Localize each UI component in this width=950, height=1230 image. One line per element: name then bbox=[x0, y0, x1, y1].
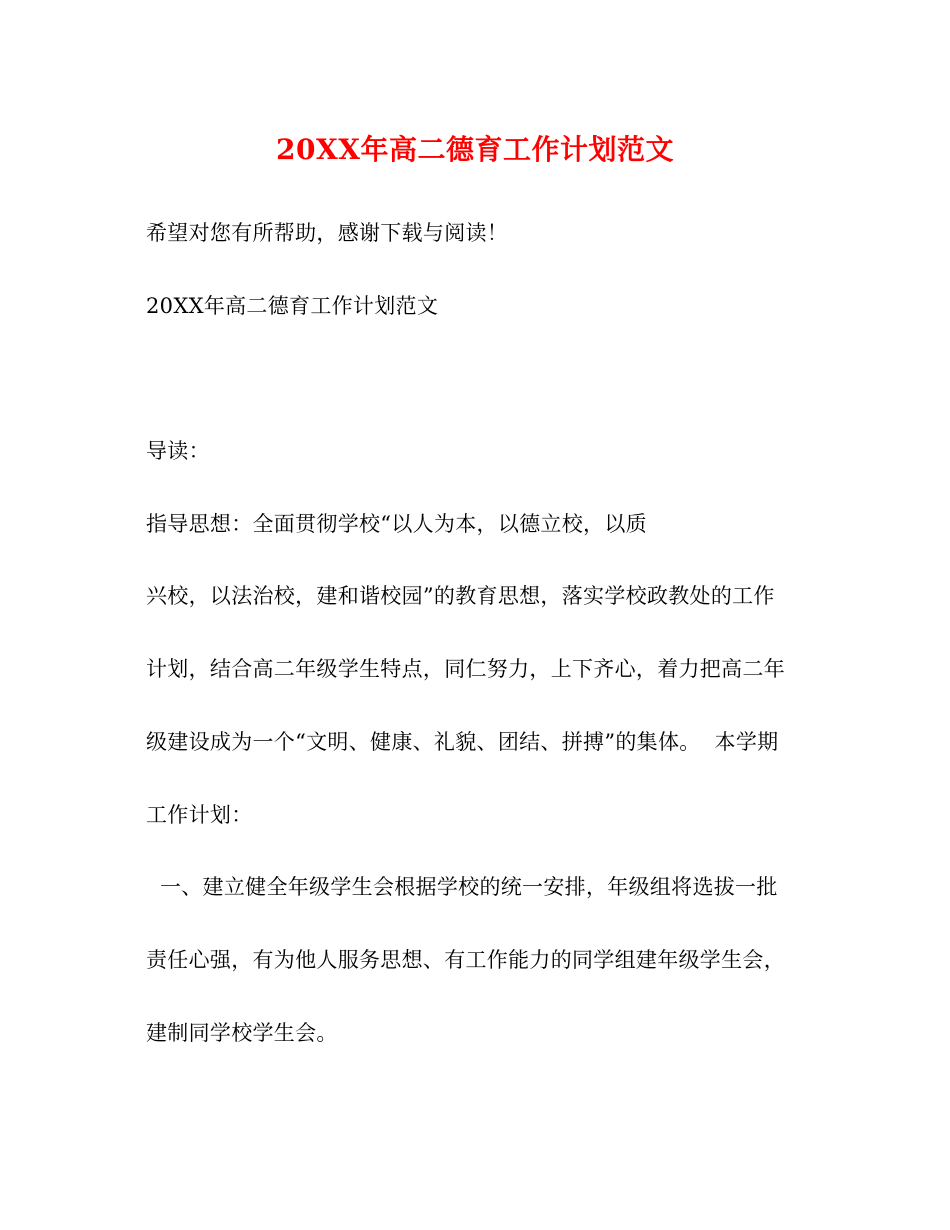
body-line: 指导思想：全面贯彻学校“以人为本，以德立校，以质 bbox=[146, 512, 647, 536]
body-line: 兴校，以法治校，建和谐校园”的教育思想，落实学校政教处的工作 bbox=[146, 584, 775, 608]
body-line: 级建设成为一个“文明、健康、礼貌、团结、拼搏”的集体。 本学期 bbox=[146, 730, 779, 754]
body-line: 计划，结合高二年级学生特点，同仁努力，上下齐心，着力把高二年 bbox=[146, 657, 785, 681]
guide-label: 导读： bbox=[146, 439, 210, 463]
body-line: 工作计划： bbox=[146, 803, 253, 827]
subtitle-line: 20XX年高二德育工作计划范文 bbox=[146, 294, 439, 318]
document-title: 20XX年高二德育工作计划范文 bbox=[276, 133, 674, 166]
body-line: 建制同学校学生会。 bbox=[146, 1021, 338, 1045]
body-line: 一、建立健全年级学生会根据学校的统一安排，年级组将选拔一批 bbox=[146, 875, 778, 899]
body-line: 责任心强，有为他人服务思想、有工作能力的同学组建年级学生会， bbox=[146, 948, 785, 972]
intro-line: 希望对您有所帮助，感谢下载与阅读！ bbox=[146, 221, 509, 245]
